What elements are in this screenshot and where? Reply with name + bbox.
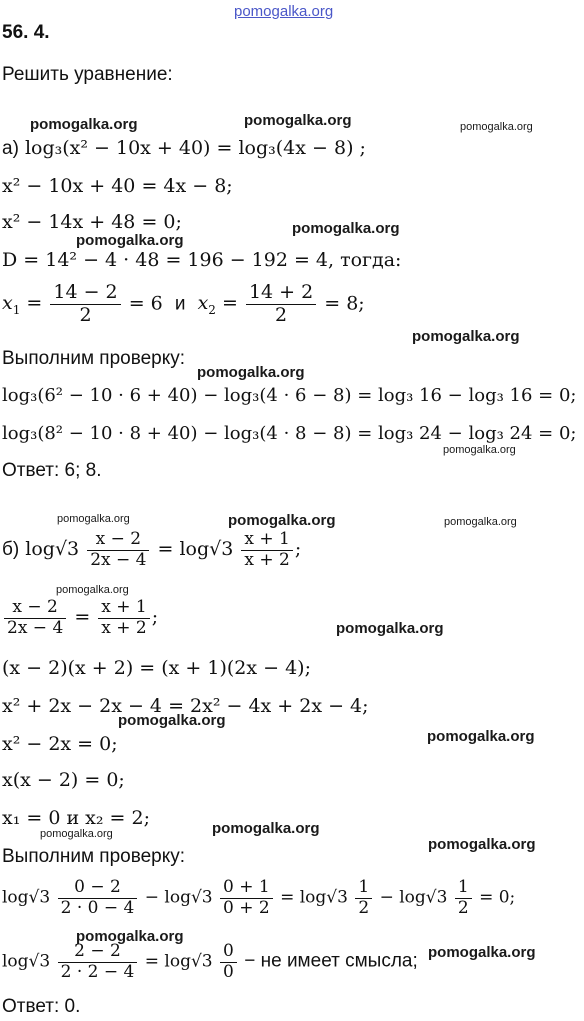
- part-a-step: x² − 14x + 48 = 0;: [2, 211, 182, 233]
- watermark: pomogalka.org: [57, 513, 130, 525]
- part-a-step: x² − 10x + 40 = 4x − 8;: [2, 175, 233, 197]
- watermark: pomogalka.org: [244, 112, 352, 129]
- watermark: pomogalka.org: [118, 712, 226, 729]
- part-a-check: log₃(8² − 10 · 8 + 40) − log₃(4 · 8 − 8) = log₃ 24 − log₃ 24 = 0;: [2, 423, 577, 444]
- part-b-check: log√3 $\frac{2 - 2}{2 \cdot 2 - 4}$ = log√3 $\frac{0}{0}$ − не имеет смысла;: [2, 941, 418, 982]
- watermark: pomogalka.org: [197, 364, 305, 381]
- watermark: pomogalka.org: [444, 516, 517, 528]
- task-statement: Решить уравнение:: [2, 64, 173, 85]
- part-a-eq1: log₃(x² − 10x + 40) = log₃(4x − 8) ;: [24, 137, 366, 159]
- part-a-discriminant: D = 14² − 4 · 48 = 196 − 192 = 4, тогда:: [2, 249, 402, 271]
- watermark: pomogalka.org: [460, 121, 533, 133]
- watermark: pomogalka.org: [212, 820, 320, 837]
- check-label: Выполним проверку:: [2, 846, 186, 867]
- watermark: pomogalka.org: [428, 836, 536, 853]
- watermark: pomogalka.org: [76, 232, 184, 249]
- watermark: pomogalka.org: [336, 620, 444, 637]
- part-a-roots: $x_1$ = $\frac{14 - 2}{2}$ = 6 и $x_2$ = $\frac{14 + 2}{2}$ = 8;: [2, 281, 365, 326]
- problem-number: 56. 4.: [2, 22, 50, 43]
- part-a-equation: [2, 138, 366, 160]
- watermark: pomogalka.org: [412, 328, 520, 345]
- watermark: pomogalka.org: [443, 444, 516, 456]
- part-b-answer: Ответ: 0.: [2, 996, 81, 1017]
- watermark: pomogalka.org: [40, 828, 113, 840]
- part-b-step: (x − 2)(x + 2) = (x + 1)(2x − 4);: [2, 657, 312, 679]
- part-a-label: а): [2, 138, 19, 159]
- part-b-roots: x₁ = 0 и x₂ = 2;: [2, 807, 150, 829]
- part-b-step: x² − 2x = 0;: [2, 733, 118, 755]
- check-label: Выполним проверку:: [2, 348, 186, 369]
- watermark-top[interactable]: pomogalka.org: [234, 3, 334, 20]
- fraction: $\frac{14 + 2}{2}$: [246, 282, 316, 327]
- part-b-equation: б) log√3 $\frac{x - 2}{2x - 4}$ = log√3 $\frac{x + 1}{x + 2}$ ;: [2, 529, 302, 570]
- watermark: pomogalka.org: [228, 512, 336, 529]
- part-a-check: log₃(6² − 10 · 6 + 40) − log₃(4 · 6 − 8) = log₃ 16 − log₃ 16 = 0;: [2, 385, 577, 406]
- watermark: pomogalka.org: [56, 584, 129, 596]
- part-b-check: log√3 $\frac{0 - 2}{2 \cdot 0 - 4}$ − log√3 $\frac{0 + 1}{0 + 2}$ = log√3 $\frac{1}{2}$ − log√3 $\frac{1}{2}$ = 0;: [2, 877, 516, 918]
- part-b-step: x(x − 2) = 0;: [2, 769, 125, 791]
- part-b-step: x² + 2x − 2x − 4 = 2x² − 4x + 2x − 4;: [2, 695, 369, 717]
- fraction: $\frac{14 - 2}{2}$: [50, 282, 120, 327]
- part-a-answer: Ответ: 6; 8.: [2, 460, 102, 481]
- part-b-step: $\frac{x - 2}{2x - 4}$ = $\frac{x + 1}{x + 2}$ ;: [2, 598, 158, 638]
- watermark: pomogalka.org: [30, 116, 138, 133]
- watermark: pomogalka.org: [427, 728, 535, 745]
- watermark: pomogalka.org: [428, 944, 536, 961]
- watermark: pomogalka.org: [292, 220, 400, 237]
- watermark: pomogalka.org: [76, 928, 184, 945]
